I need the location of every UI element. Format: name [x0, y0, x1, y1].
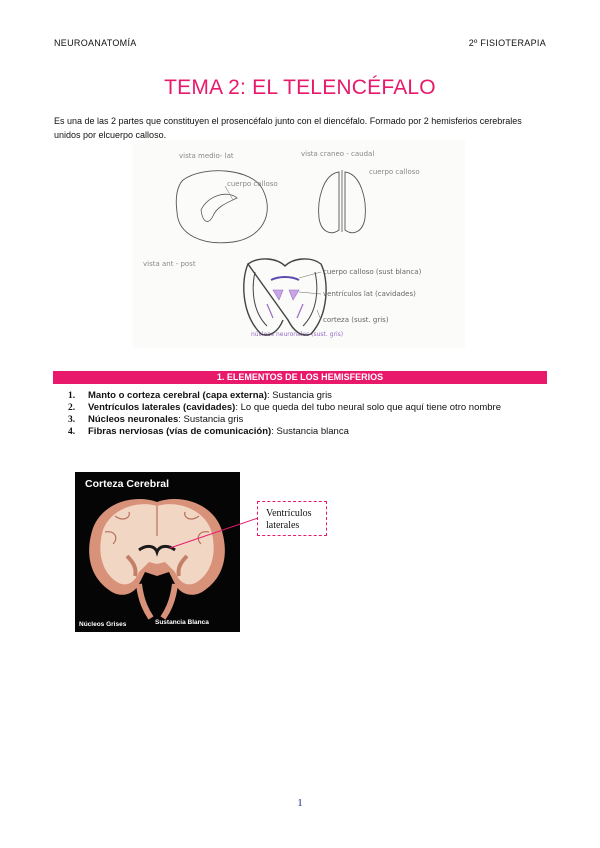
sketch-label-ventriculos: ventrículos lat (cavidades)	[323, 290, 416, 298]
sketch-label-cuerpo-calloso-2: cuerpo calloso	[369, 168, 420, 176]
list-item-desc: : Lo que queda del tubo neural solo que aquí tiene otro nombre	[235, 402, 501, 413]
sketch-label-cuerpo-calloso-blanca: cuerpo calloso (sust blanca)	[323, 268, 422, 276]
list-item-number: 1.	[68, 391, 76, 401]
list-item	[68, 402, 501, 414]
header-right: 2º FISIOTERAPIA	[468, 38, 546, 48]
list-item	[68, 414, 501, 426]
list-item	[68, 390, 501, 402]
sketch-label-cuerpo-calloso: cuerpo calloso	[227, 180, 278, 188]
sketch-label-ant-post: vista ant - post	[143, 260, 196, 268]
list-item-term: Manto o corteza cerebral (capa externa)	[88, 390, 267, 401]
header-left: NEUROANATOMÍA	[54, 38, 137, 48]
callout-line-2: laterales	[266, 520, 300, 531]
intro-paragraph: Es una de las 2 partes que constituyen el prosencéfalo junto con el diencéfalo. Formado por 2 hemisferios cerebrales unidos por elcuerpo calloso.	[54, 116, 522, 140]
page-number: 1	[297, 797, 303, 809]
sketch-label-corteza: corteza (sust. gris)	[323, 316, 389, 324]
section-heading-bar: 1. ELEMENTOS DE LOS HEMISFERIOS	[53, 371, 547, 384]
list-item-term: Fibras nerviosas (vías de comunicación)	[88, 426, 272, 437]
sketch-label-nucleos: núcleos neuronales (sust. gris)	[251, 331, 344, 338]
telencephalon-sketch-figure	[133, 140, 465, 348]
list-item-desc: : Sustancia blanca	[271, 426, 349, 437]
list-item-number: 4.	[68, 427, 76, 437]
callout-line-1: Ventrículos	[266, 508, 312, 519]
callout-leader-line	[170, 500, 270, 560]
list-item	[68, 426, 501, 438]
list-item-number: 2.	[68, 403, 76, 413]
list-item-term: Ventrículos laterales (cavidades)	[88, 402, 236, 413]
ventricles-callout	[257, 501, 327, 536]
list-item-term: Núcleos neuronales	[88, 414, 179, 425]
photo-label-sustancia: Sustancia Blanca	[155, 619, 209, 626]
list-item-number: 3.	[68, 415, 76, 425]
list-item-desc: : Sustancia gris	[178, 414, 244, 425]
sketch-label-craneo-caudal: vista craneo - caudal	[301, 150, 375, 158]
elements-list	[68, 390, 501, 438]
list-item-desc: : Sustancia gris	[266, 390, 332, 401]
page-title: TEMA 2: EL TELENCÉFALO	[164, 76, 436, 99]
sketch-label-medio-lat: vista medio- lat	[179, 152, 234, 160]
photo-label-nucleos: Núcleos Grises	[79, 621, 127, 628]
photo-label-corteza: Corteza Cerebral	[85, 478, 170, 490]
